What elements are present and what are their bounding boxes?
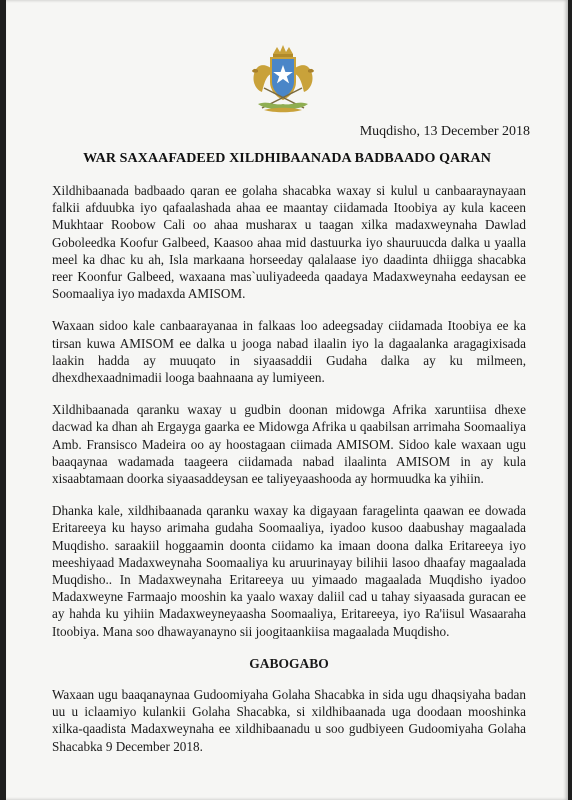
document-body [52, 182, 526, 770]
paragraph: Dhanka kale, xildhibaanada qaranku waxay ka digayaan faragelinta qaawan ee dowada Eritareeya ku hayso arimaha gudaha Soomaaliya, iyadoo kusoo daabushay magaalada Muqdisho. saraakiil hoggaamin doonta ciidamo ka imaan doona dalka Eritareeya iyo meeshiyaad Madaxweynaha Soomaaliya ku aruurinayay bilihii lasoo dhaafay magaalada Muqdisho.. In Madaxweynaha Eritareeya uu yimaado magaalada Muqdisho iyadoo Madaxweyne Farmaajo mooshin ka yaalo waxay daliil cad u tahay siyaasada guracan ee ay hahda ku yihiin Madaxweyneyaasha Soomaaliya, Eritareeya, iyo Ra'iisul Wasaaraha Itoobiya. Mana soo dhawayanayno sii joogitaankiisa magaalada Muqdisho. [52, 503, 526, 639]
paragraph: Xildhibaanada badbaado qaran ee golaha shacabka waxay si kulul u canbaaraynayaan falkii afduubka iyo qafaalashada ahaa ee maantay ciidamada Itoobiya ay kula kaceen Mukhtaar Roobow Cali oo ahaa musharax u taagan xilka madaxweynaha Dawlad Goboleedka Koofur Galbeed, Kaasoo ahaa mid dastuurka iyo shauruucda dalka u yaalla meel ka dhac ku ah, Isla markaana horseeday qalalaase iyo daadinta dhiigga shacabka reer Koonfur Galbeed, waxaana mas`uuliyadeeda qaadaya Madaxweynaha eedaysan ee Soomaaliya iyo madaxda AMISOM. [52, 183, 526, 302]
dateline: Muqdisho, 13 December 2018 [359, 124, 530, 139]
closing-paragraph: Waxaan ugu baaqanaynaa Gudoomiyaha Golaha Shacabka in sida ugu dhaqsiyaha badan uu u iclaamiyo kulankii Golaha Shacabka, si xildhibaanada uga doodaan mooshinka xilka-qaadista Madaxweynaha ee xildhibaanadu u soo gudbiyeen Gudoomiyaha Golaha Shacabka 9 December 2018. [52, 687, 526, 754]
somalia-coat-of-arms-icon [244, 44, 322, 116]
document-page [6, 0, 568, 800]
document-title: WAR SAXAAFADEED XILDHIBAANADA BADBAADO QARAN [83, 151, 491, 166]
paragraph: Xildhibaanada qaranku waxay u gudbin doonan midowga Afrika xaruntiisa dhexe dacwad ka dhan ah Ergayga gaarka ee Midowga Afrika u qaabilsan arrimaha Soomaaliya Amb. Fransisco Madeira oo ay hoostagaan ciimada AMISOM. Sidoo kale waxaan ugu baaqaynaa wadamada taageera ciidamada nabad ilaalinta AMISOM in ay kula xisaabtamaan doorka siyaasaddeysan ee taliyeyaashooda ay hormuudka ka yihiin. [52, 402, 526, 487]
section-heading: GABOGABO [249, 655, 329, 671]
paragraph: Waxaan sidoo kale canbaarayanaa in falkaas loo adeegsaday ciidamada Itoobiya ee ka tirsan kuwa AMISOM ee dalka u jooga nabad ilaalin iyo la dagaalanka aragagixisada laakin hadda ay muuqato in siyaasaddii Gudaha dalka ay ku milmeen, dhexdhexaadnimadii looga baahnaana ay lumiyeen. [52, 318, 526, 386]
